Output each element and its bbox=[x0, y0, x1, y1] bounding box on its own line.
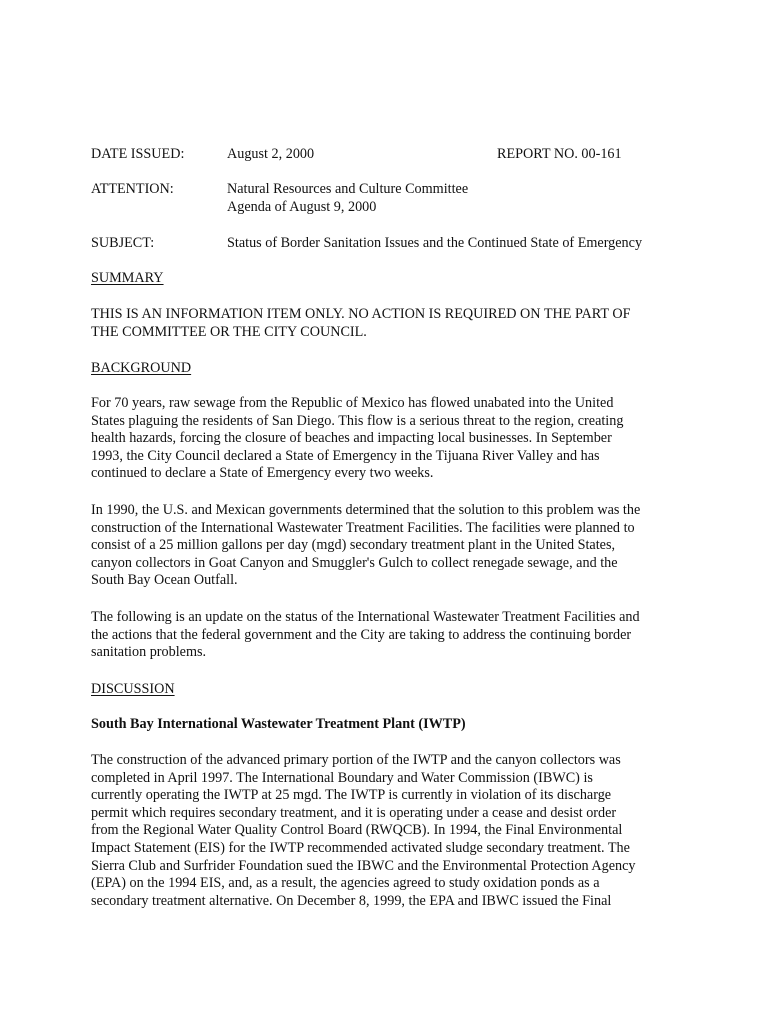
text-line: THE COMMITTEE OR THE CITY COUNCIL. bbox=[91, 323, 367, 340]
text-line: In 1990, the U.S. and Mexican governments determined that the solution to this problem was the bbox=[91, 502, 641, 518]
text-line: health hazards, forcing the closure of beaches and impacting local businesses. In September bbox=[91, 430, 612, 447]
text-line: THIS IS AN INFORMATION ITEM ONLY. NO ACTION IS REQUIRED ON THE PART OF bbox=[91, 306, 631, 322]
text-line: the actions that the federal government and the City are taking to address the continuing border bbox=[91, 626, 632, 643]
text-line: sanitation problems. bbox=[91, 644, 207, 661]
background-paragraph-3 bbox=[91, 609, 691, 662]
date-issued-value: August 2, 2000 bbox=[227, 146, 315, 162]
attention-line: Natural Resources and Culture Committee bbox=[227, 181, 469, 197]
discussion-heading: DISCUSSION bbox=[91, 681, 175, 697]
text-line: from the Regional Water Quality Control Board (RWQCB). In 1994, the Final Environmental bbox=[91, 822, 623, 839]
text-line: The following is an update on the status of the International Wastewater Treatment Facilities and bbox=[91, 609, 640, 625]
text-line: States plaguing the residents of San Diego. This flow is a serious threat to the region, creating bbox=[91, 412, 624, 429]
subject-value: Status of Border Sanitation Issues and the Continued State of Emergency bbox=[227, 235, 643, 251]
text-line: currently operating the IWTP at 25 mgd. The IWTP is currently in violation of its discharge bbox=[91, 787, 612, 804]
text-line: (EPA) on the 1994 EIS, and, as a result, the agencies agreed to study oxidation ponds as a bbox=[91, 875, 600, 892]
text-line: 1993, the City Council declared a State of Emergency in the Tijuana River Valley and has bbox=[91, 447, 600, 464]
iwtp-subheading: South Bay International Wastewater Treatment Plant (IWTP) bbox=[91, 716, 466, 732]
text-line: The construction of the advanced primary portion of the IWTP and the canyon collectors was bbox=[91, 752, 621, 768]
background-paragraph-1 bbox=[91, 395, 691, 483]
text-line: continued to declare a State of Emergency every two weeks. bbox=[91, 465, 434, 482]
text-line: Impact Statement (EIS) for the IWTP recommended activated sludge secondary treatment. The bbox=[91, 839, 630, 856]
text-line: consist of a 25 million gallons per day (mgd) secondary treatment plant in the United States, bbox=[91, 537, 616, 554]
date-issued-label: DATE ISSUED: bbox=[91, 146, 185, 162]
text-line: completed in April 1997. The International Boundary and Water Commission (IBWC) is bbox=[91, 769, 593, 786]
report-number: REPORT NO. 00-161 bbox=[497, 146, 622, 162]
summary-paragraph bbox=[91, 306, 691, 341]
attention-label: ATTENTION: bbox=[91, 181, 174, 197]
summary-heading: SUMMARY bbox=[91, 270, 164, 286]
background-paragraph-2 bbox=[91, 502, 691, 590]
discussion-paragraph-1 bbox=[91, 752, 691, 910]
background-heading: BACKGROUND bbox=[91, 360, 192, 376]
text-line: For 70 years, raw sewage from the Republic of Mexico has flowed unabated into the United bbox=[91, 395, 614, 411]
text-line: permit which requires secondary treatment, and it is operating under a cease and desist order bbox=[91, 804, 617, 821]
text-line: Sierra Club and Surfrider Foundation sued the IBWC and the Environmental Protection Agency bbox=[91, 857, 636, 874]
text-line: secondary treatment alternative. On December 8, 1999, the EPA and IBWC issued the Final bbox=[91, 892, 612, 909]
text-line: South Bay Ocean Outfall. bbox=[91, 572, 238, 589]
attention-line: Agenda of August 9, 2000 bbox=[227, 199, 377, 215]
subject-label: SUBJECT: bbox=[91, 235, 155, 251]
text-line: construction of the International Wastewater Treatment Facilities. The facilities were planned to bbox=[91, 519, 635, 536]
text-line: canyon collectors in Goat Canyon and Smuggler's Gulch to collect renegade sewage, and the bbox=[91, 554, 618, 571]
